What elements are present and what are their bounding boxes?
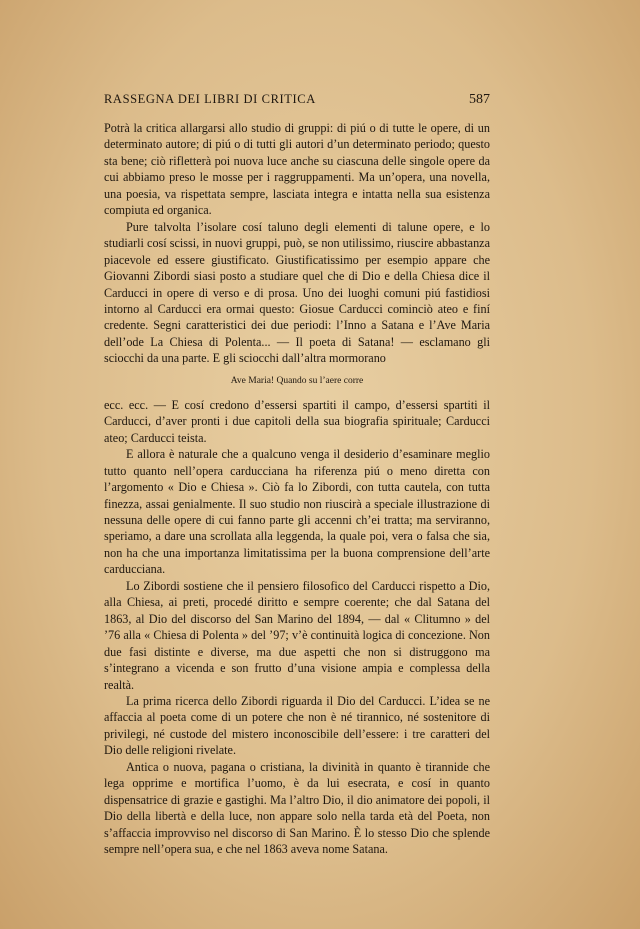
paragraph-6: La prima ricerca dello Zibordi riguarda il Dio del Carducci. L’idea se ne affaccia al poeta come di un potere che non è né tirannico, né sostenitore di privilegi, né custode del mistero inconoscibile dell’essere: i tre caratteri del Dio delle religioni rivelate. bbox=[104, 693, 490, 758]
paragraph-7: Antica o nuova, pagana o cristiana, la divinità in quanto è tirannide che lega opprime e mortifica l’uomo, è da lui esecrata, e cosí in quanto dispensatrice di grazie e gastighi. Ma l’altro Dio, il dio animatore dei popoli, il Dio della libertà e della luce, non appare solo nella tarda età del Poeta, non s’affaccia improvviso nel discorso di San Marino. È lo stesso Dio che splende sempre nell’opera sua, e che nel 1863 aveva nome Satana. bbox=[104, 759, 490, 857]
paragraph-1: Potrà la critica allargarsi allo studio di gruppi: di piú o di tutte le opere, di un determinato autore; di piú o di tutti gli autori d’un determinato periodo; questo sta bene; ciò rifletterà poi nuova luce anche su ciascuna delle singole opere da cui abbiamo preso le mosse per i raggruppamenti. Ma un’opera, una novella, una poesia, va rispettata sempre, lasciata integra e intatta nella sua esistenza compiuta ed organica. bbox=[104, 121, 490, 218]
paragraph-2: Pure talvolta l’isolare cosí taluno degli elementi di talune opere, e lo studiarli cosí scissi, in nuovi gruppi, può, se non utilissimo, riuscire abbastanza piacevole ed essere giustificato. Giustificatissimo per esempio appare che Giovanni Zibordi siasi posto a studiare quel che di Dio e della Chiesa dice il Carducci in opere di verso e di prosa. Uno dei luoghi comuni piú fastidiosi intorno al Carducci era ormai questo: Giosue Carducci cominciò ateo e finí credente. Segni caratteristici dei due periodi: l’Inno a Satana e l’Ave Maria dell’ode La Chiesa di Polenta... — Il poeta di Satana! — esclamano gli sciocchi da una parte. E gli sciocchi dall’altra mormorano bbox=[104, 219, 490, 366]
article-body bbox=[104, 120, 490, 857]
running-header bbox=[104, 92, 490, 108]
paragraph-3: ecc. ecc. — E cosí credono d’essersi spartiti il campo, d’essersi spartiti il Carducci, d’aver pronti i due capitoli della sua biografia spirituale; Carducci ateo; Carducci teista. bbox=[104, 397, 490, 445]
page-number: 587 bbox=[469, 92, 490, 107]
paragraph-4: E allora è naturale che a qualcuno venga il desiderio d’esaminare meglio tutto quanto nell’opera carducciana ha riferenza piú o meno diretta con l’argomento « Dio e Chiesa ». Ciò fa lo Zibordi, con tutta cautela, con tutta finezza, assai genialmente. Il suo studio non riuscirà a speciale illustrazione di nessuna delle opere di cui fanno parte gli accenni ch’ei tratta; ma serviranno, speriamo, a dare una scrollata alla leggenda, la quale poi, vera o falsa che sia, non ha che una importanza limitatissima per la buona comprensione dell’arte carducciana. bbox=[104, 447, 490, 577]
running-title: RASSEGNA DEI LIBRI DI CRITICA bbox=[104, 92, 316, 106]
paragraph-5: Lo Zibordi sostiene che il pensiero filosofico del Carducci rispetto a Dio, alla Chiesa, ai preti, procedé diritto e sempre coerente; che dal Satana del 1863, al Dio del discorso del San Marino del 1894, — dal « Clitumno » del ’76 alla « Chiesa di Polenta » del ’97; v’è continuità logica di concezione. Non due fasi distinte e diverse, ma due aspetti che non si distruggono ma s’integrano a vicenda e son frutto d’una visione ampia e complessa della realtà. bbox=[104, 578, 490, 692]
quoted-verse: Ave Maria! Quando su l’aere corre bbox=[230, 375, 364, 386]
